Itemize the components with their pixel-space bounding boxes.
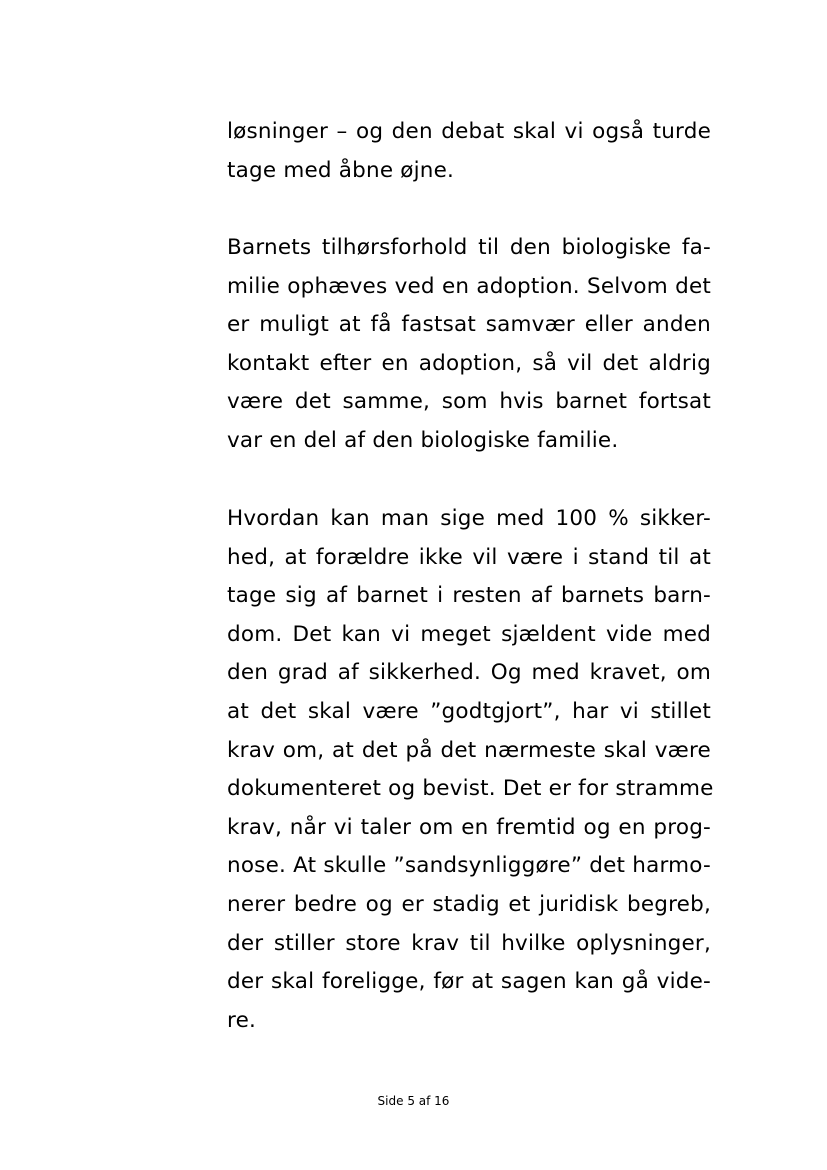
paragraph-line: tage sig af barnet i resten af barnets barn- (227, 583, 711, 609)
paragraph-line: Hvordan kan man sige med 100 % sikker- (227, 506, 711, 531)
paragraph-line: løsninger – og den debat skal vi også turde (227, 119, 711, 144)
paragraph-line: er muligt at få fastsat samvær eller anden (227, 312, 711, 338)
paragraph-line: der skal foreligge, før at sagen kan gå vide- (227, 969, 711, 995)
paragraph-line: den grad af sikkerhed. Og med kravet, om (227, 660, 711, 686)
paragraph-line: der stiller store krav til hvilke oplysninger, (227, 930, 711, 956)
paragraph-line: milie ophæves ved en adoption. Selvom det (227, 273, 711, 299)
page-number-footer: Side 5 af 16 (377, 1094, 450, 1108)
paragraph-line: nerer bedre og er stadig et juridisk begreb, (227, 891, 711, 917)
paragraph-line: kontakt efter en adoption, så vil det aldrig (227, 350, 711, 376)
paragraph-line: nose. At skulle ”sandsynliggøre” det harmo- (227, 853, 711, 879)
paragraph-3 (227, 500, 714, 1040)
paragraph-1 (227, 113, 711, 190)
paragraph-line: re. (227, 1007, 257, 1033)
paragraph-line: være det samme, som hvis barnet fortsat (227, 389, 711, 415)
paragraph-line: at det skal være ”godtgjort”, har vi stillet (227, 698, 711, 724)
paragraph-line: krav, når vi taler om en fremtid og en prog- (227, 814, 711, 840)
paragraph-line: dom. Det kan vi meget sjældent vide med (227, 621, 711, 647)
paragraph-line: dokumenteret og bevist. Det er for stramme (227, 776, 714, 802)
paragraph-2 (227, 229, 711, 461)
paragraph-line: krav om, at det på det nærmeste skal være (227, 737, 711, 763)
paragraph-line: tage med åbne øjne. (227, 157, 455, 183)
paragraph-line: Barnets tilhørsforhold til den biologiske fa- (227, 235, 711, 260)
paragraph-line: hed, at forældre ikke vil være i stand til at (227, 544, 711, 570)
paragraph-line: var en del af den biologiske familie. (227, 427, 619, 453)
